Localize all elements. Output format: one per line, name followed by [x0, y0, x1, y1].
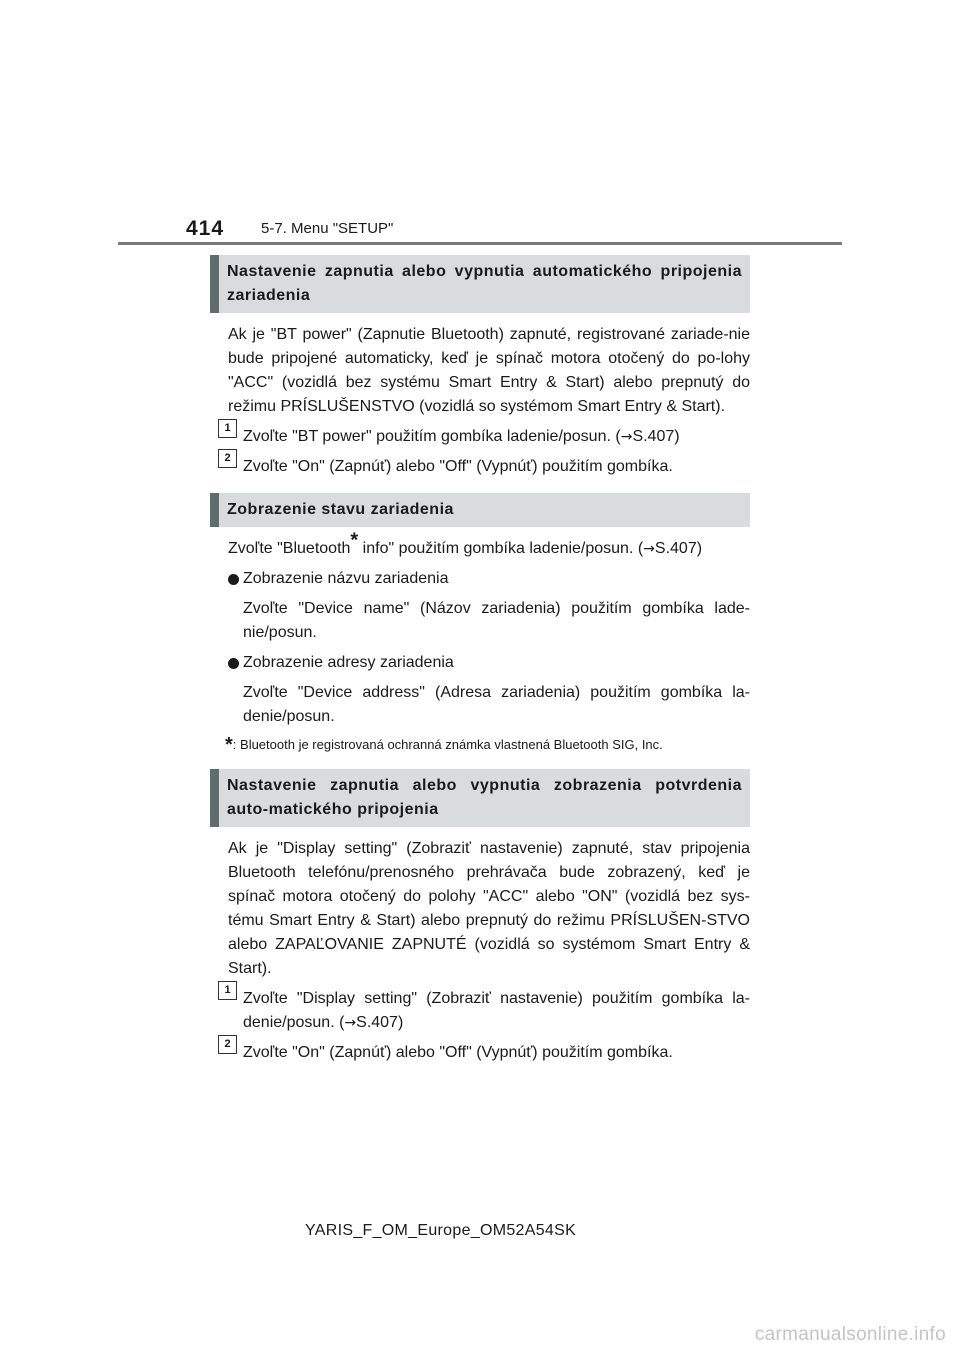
page-reference-link[interactable]: S.407) — [632, 428, 680, 445]
bullet-device-name — [228, 567, 750, 591]
intro-text: Zvoľte "Bluetooth — [228, 540, 351, 557]
step-number-badge: 1 — [218, 419, 237, 438]
footnote-marker: * — [350, 529, 359, 552]
section-title: 5-7. Menu "SETUP" — [261, 220, 394, 237]
step-text: Zvoľte "BT power" použitím gombíka ladenie/posun. ( — [243, 428, 621, 445]
auto-connect-step-1 — [224, 422, 750, 449]
arrow-icon: → — [344, 1015, 357, 1031]
confirm-display-step-2 — [224, 1038, 750, 1065]
heading-confirm-display: Nastavenie zapnutia alebo vypnutia zobrazenia potvrdenia auto-matického pripojenia — [210, 769, 750, 827]
bullet-icon — [228, 658, 239, 669]
step-number-badge: 2 — [218, 449, 237, 468]
bullet-device-address — [228, 651, 750, 675]
confirm-display-step-1 — [224, 984, 750, 1035]
page-reference-link[interactable]: S.407) — [356, 1014, 404, 1031]
header-divider — [118, 242, 842, 245]
bullet-label: Zobrazenie adresy zariadenia — [243, 654, 454, 671]
heading-device-status: Zobrazenie stavu zariadenia — [210, 493, 750, 527]
confirm-display-body: Ak je "Display setting" (Zobraziť nastavenie) zapnuté, stav pripojenia Bluetooth telefónu/prenosného prehrávača bude zobrazený, keď je spínač motora otočený do polohy "ACC" alebo "ON" (vozidlá bez sys-tému Smart Entry & Start) alebo prepnutý do režimu PRÍSLUŠEN-STVO alebo ZAPAĽOVANIE ZAPNUTÉ (vozidlá so systémom Smart Entry & Start). — [228, 840, 750, 977]
page-number: 414 — [186, 217, 225, 240]
auto-connect-step-2 — [224, 452, 750, 479]
intro-text-cont: info" použitím gombíka ladenie/posun. ( — [358, 540, 644, 557]
step-number-badge: 1 — [218, 981, 237, 1000]
device-address-text: Zvoľte "Device address" (Adresa zariadenia) použitím gombíka la-denie/posun. — [243, 684, 750, 725]
step-text: Zvoľte "Display setting" (Zobraziť nastavenie) použitím gombíka la-denie/posun. ( — [243, 990, 750, 1031]
step-number-badge: 2 — [218, 1035, 237, 1054]
page-content — [210, 255, 750, 1071]
arrow-icon: → — [620, 429, 633, 445]
auto-connect-body: Ak je "BT power" (Zapnutie Bluetooth) zapnuté, registrované zariade-nie bude pripojené automaticky, keď je spínač motora otočený do po-lohy "ACC" (vozidlá bez systému Smart Entry & Start) alebo prepnutý do režimu PRÍSLUŠENSTVO (vozidlá so systémom Smart Entry & Start). — [228, 326, 750, 415]
footnote — [225, 735, 750, 755]
watermark: carmanualsonline.info — [754, 1324, 946, 1345]
bullet-label: Zobrazenie názvu zariadenia — [243, 570, 449, 587]
page-reference-link[interactable]: S.407) — [654, 540, 703, 557]
step-text: Zvoľte "On" (Zapnúť) alebo "Off" (Vypnúť) použitím gombíka. — [243, 458, 673, 475]
footnote-text: : Bluetooth je registrovaná ochranná známka vlastnená Bluetooth SIG, Inc. — [232, 737, 663, 752]
step-text: Zvoľte "On" (Zapnúť) alebo "Off" (Vypnúť) použitím gombíka. — [243, 1044, 673, 1061]
device-name-text: Zvoľte "Device name" (Názov zariadenia) použitím gombíka lade-nie/posun. — [243, 600, 750, 641]
page-header — [0, 0, 960, 250]
heading-auto-connect: Nastavenie zapnutia alebo vypnutia automatického pripojenia zariadenia — [210, 255, 750, 313]
footnote-marker: * — [225, 734, 233, 756]
arrow-icon: → — [643, 541, 655, 557]
document-id: YARIS_F_OM_Europe_OM52A54SK — [305, 1222, 577, 1239]
bullet-icon — [228, 574, 239, 585]
device-status-intro — [228, 529, 750, 561]
